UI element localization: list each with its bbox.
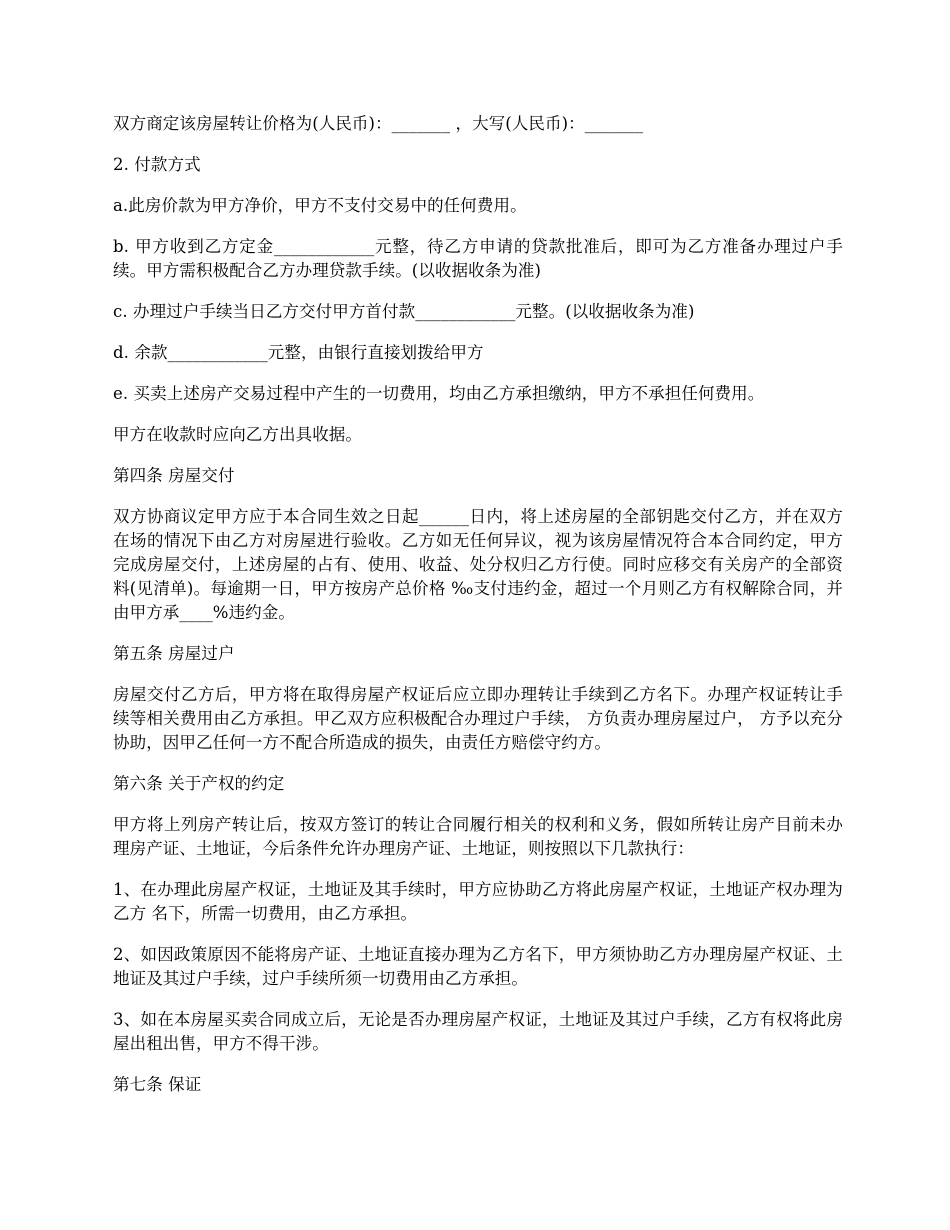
document-page <box>113 112 843 1114</box>
article-7-heading: 第七条 保证 <box>113 1075 202 1094</box>
payment-item-b: b. 甲方收到乙方定金____________元整，待乙方申请的贷款批准后，即可为乙方准备办理过户手续。甲方需积极配合乙方办理贷款手续。(以收据收条为准) <box>113 237 843 280</box>
article-6-heading: 第六条 关于产权的约定 <box>113 774 285 793</box>
payment-item-c: c. 办理过户手续当日乙方交付甲方首付款____________元整。(以收据收条为准) <box>113 302 695 321</box>
article-4-heading: 第四条 房屋交付 <box>113 466 235 485</box>
payment-item-e: e. 买卖上述房产交易过程中产生的一切费用，均由乙方承担缴纳，甲方不承担任何费用。 <box>113 384 765 403</box>
article-4-body: 双方协商议定甲方应于本合同生效之日起______日内，将上述房屋的全部钥匙交付乙方，并在双方在场的情况下由乙方对房屋进行验收。乙方如无任何异议，视为该房屋情况符合本合同约定，甲方完成房屋交付，上述房屋的占有、使用、收益、处分权归乙方行使。同时应移交有关房产的全部资料(见清单)。每逾期一日，甲方按房产总价格 ‰支付违约金，超过一个月则乙方有权解除合同，并由甲方承____%违约金。 <box>113 507 843 622</box>
price-clause: 双方商定该房屋转让价格为(人民币)：_______ ，大写(人民币)：_______ <box>113 114 644 133</box>
article-6-body: 甲方将上列房产转让后，按双方签订的转让合同履行相关的权利和义务，假如所转让房产目前未办理房产证、土地证，今后条件允许办理房产证、土地证，则按照以下几款执行： <box>113 815 843 858</box>
article-5-body: 房屋交付乙方后，甲方将在取得房屋产权证后应立即办理转让手续到乙方名下。办理产权证转让手续等相关费用由乙方承担。甲乙双方应积极配合办理过户手续， 方负责办理房屋过户， 方予以充分协助，因甲乙任何一方不配合所造成的损失，由责任方赔偿守约方。 <box>113 685 843 752</box>
article-5-heading: 第五条 房屋过户 <box>113 644 235 663</box>
article-6-item-3: 3、如在本房屋买卖合同成立后，无论是否办理房屋产权证，土地证及其过户手续，乙方有权将此房屋出租出售，甲方不得干涉。 <box>113 1010 843 1053</box>
article-6-item-1: 1、在办理此房屋产权证，土地证及其手续时，甲方应协助乙方将此房屋产权证，土地证产权办理为乙方 名下，所需一切费用，由乙方承担。 <box>113 880 843 923</box>
payment-method-heading: 2. 付款方式 <box>113 155 201 174</box>
receipt-clause: 甲方在收款时应向乙方出具收据。 <box>113 425 362 444</box>
payment-item-a: a.此房价款为甲方净价，甲方不支付交易中的任何费用。 <box>113 196 527 215</box>
article-6-item-2: 2、如因政策原因不能将房产证、土地证直接办理为乙方名下，甲方须协助乙方办理房屋产权证、土地证及其过户手续，过户手续所须一切费用由乙方承担。 <box>113 945 843 988</box>
payment-item-d: d. 余款____________元整，由银行直接划拨给甲方 <box>113 343 484 362</box>
